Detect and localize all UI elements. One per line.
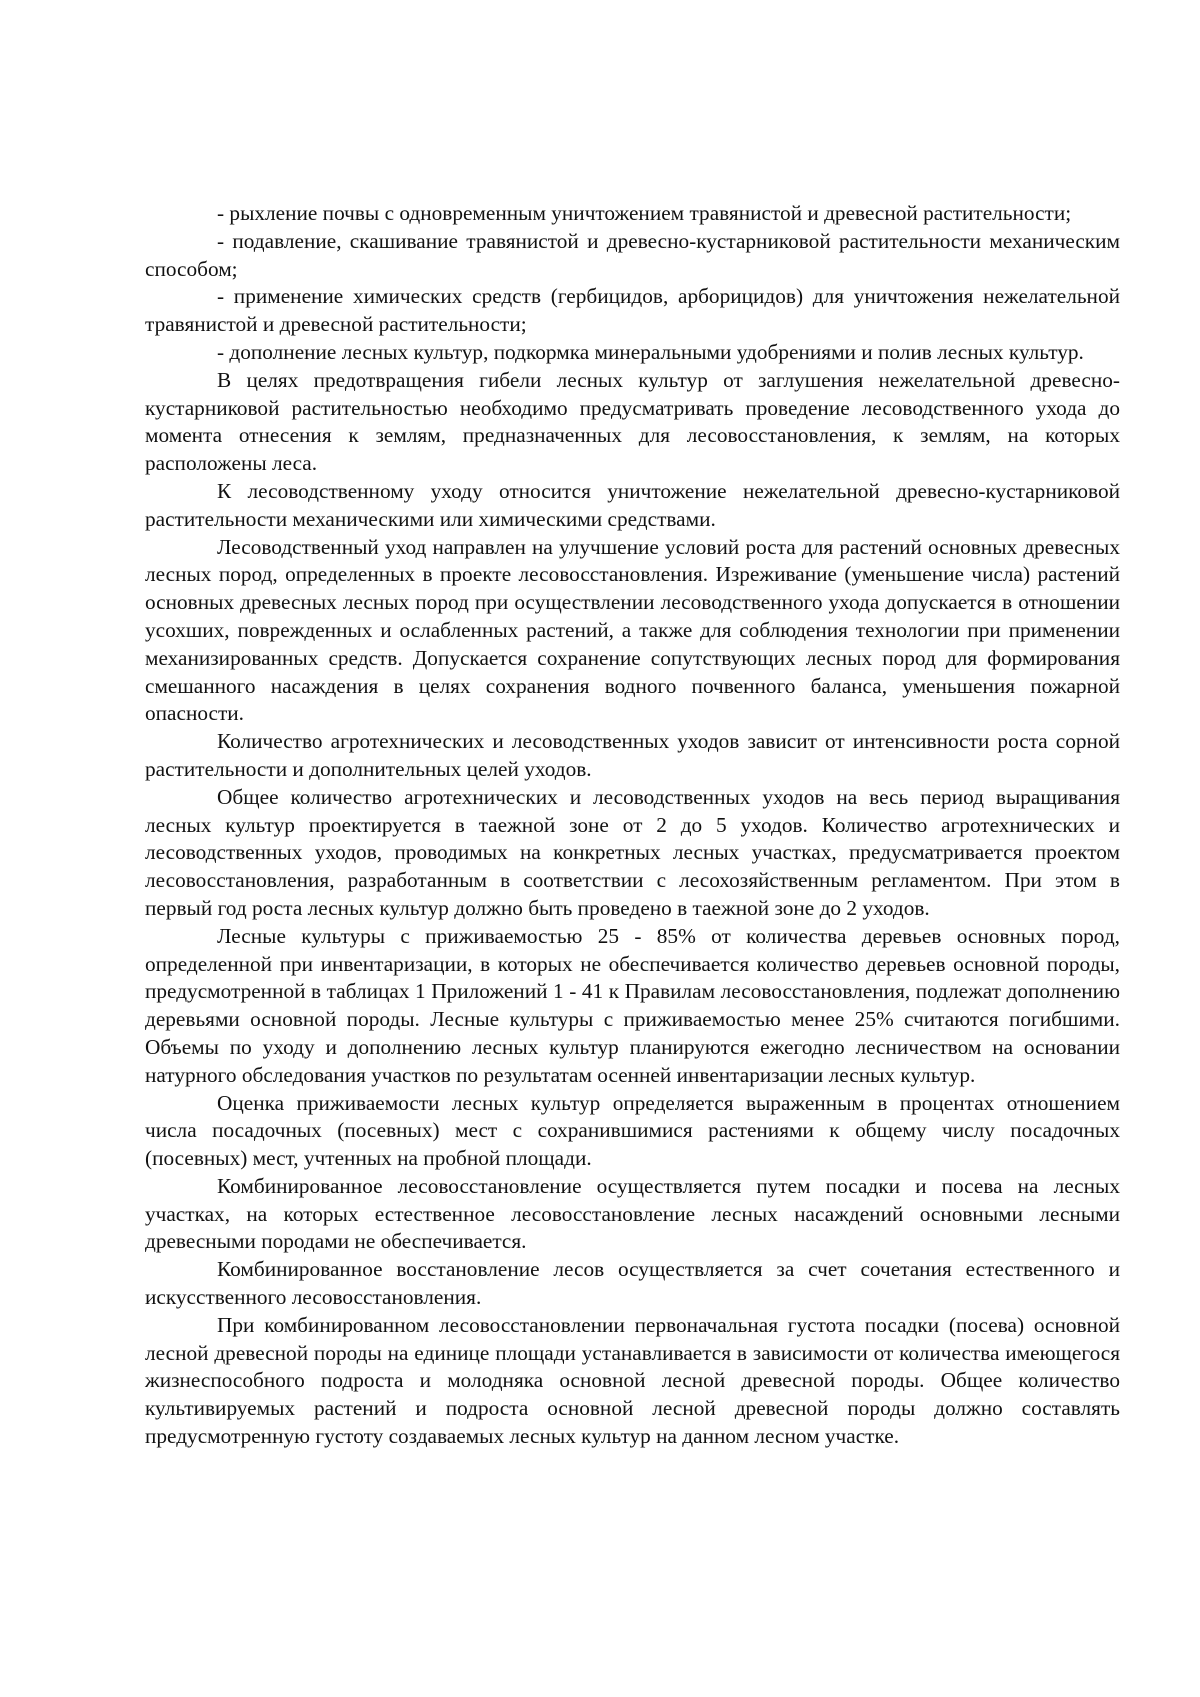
paragraph-11: Оценка приживаемости лесных культур определяется выраженным в процентах отношением числа посадочных (посевных) мест с сохранившимися растениями к общему числу посадочных (посевных) мест, учтенных на пробной площади. (145, 1090, 1120, 1171)
paragraph-1: - рыхление почвы с одновременным уничтожением травянистой и древесной растительности; (217, 201, 1072, 225)
paragraph-4: - дополнение лесных культур, подкормка минеральными удобрениями и полив лесных культур. (217, 339, 1084, 364)
paragraph-8: Количество агротехнических и лесоводственных уходов зависит от интенсивности роста сорной растительности и дополнительных целей уходов. (145, 729, 1120, 781)
paragraph-3: - применение химических средств (гербицидов, арборицидов) для уничтожения нежелательной травянистой и древесной растительности; (145, 284, 1120, 337)
paragraph-6: К лесоводственному уходу относится уничтожение нежелательной древесно-кустарниковой растительности механическими или химическими средствами. (145, 478, 1120, 531)
paragraph-2: - подавление, скашивание травянистой и древесно-кустарниковой растительности механическим способом; (145, 228, 1120, 281)
paragraph-10: Лесные культуры с приживаемостью 25 - 85% от количества деревьев основных пород, определенной при инвентаризации, в которых не обеспечивается количество деревьев основной породы, предусмотренной в таблицах 1 Приложений 1 - 41 к Правилам лесовосстановления, подлежат дополнению деревьями основной породы. Лесные культуры с приживаемостью менее 25% считаются погибшими. Объемы по уходу и дополнению лесных культур планируются ежегодно лесничеством на основании натурного обследования участков по результатам осенней инвентаризации лесных культур. (145, 923, 1120, 1087)
paragraph-7: Лесоводственный уход направлен на улучшение условий роста для растений основных древесных лесных пород, определенных в проекте лесовосстановления. Изреживание (уменьшение числа) растений основных древесных лесных пород при осуществлении лесоводственного ухода допускается в отношении усохших, поврежденных и ослабленных растений, а также для соблюдения технологии при применении механизированных средств. Допускается сохранение сопутствующих лесных пород для формирования смешанного насаждения в целях сохранения водного почвенного баланса, уменьшения пожарной опасности. (145, 534, 1120, 726)
paragraph-14: При комбинированном лесовосстановлении первоначальная густота посадки (посева) основной лесной древесной породы на единице площади устанавливается в зависимости от количества имеющегося жизнеспособного подроста и молодняка основной лесной древесной породы. Общее количество культивируемых растений и подроста основной лесной древесной породы должно составлять предусмотренную густоту создаваемых лесных культур на данном лесном участке. (145, 1312, 1120, 1449)
paragraph-5: В целях предотвращения гибели лесных культур от заглушения нежелательной древесно-кустарниковой растительностью необходимо предусматривать проведение лесоводственного ухода до момента отнесения к землям, предназначенных для лесовосстановления, к землям, на которых расположены леса. (145, 367, 1120, 476)
paragraph-13: Комбинированное восстановление лесов осуществляется за счет сочетания естественного и искусственного лесовосстановления. (145, 1257, 1120, 1310)
paragraph-9: Общее количество агротехнических и лесоводственных уходов на весь период выращивания лесных культур проектируется в таежной зоне от 2 до 5 уходов. Количество агротехнических и лесоводственных уходов, проводимых на конкретных лесных участках, предусматривается проектом лесовосстановления, разработанным в соответствии с лесохозяйственным регламентом. При этом в первый год роста лесных культур должно быть проведено в таежной зоне до 2 уходов. (145, 784, 1120, 920)
document-page (145, 200, 1120, 1451)
paragraph-12: Комбинированное лесовосстановление осуществляется путем посадки и посева на лесных участках, на которых естественное лесовосстановление лесных насаждений основными лесными древесными породами не обеспечивается. (145, 1173, 1120, 1254)
